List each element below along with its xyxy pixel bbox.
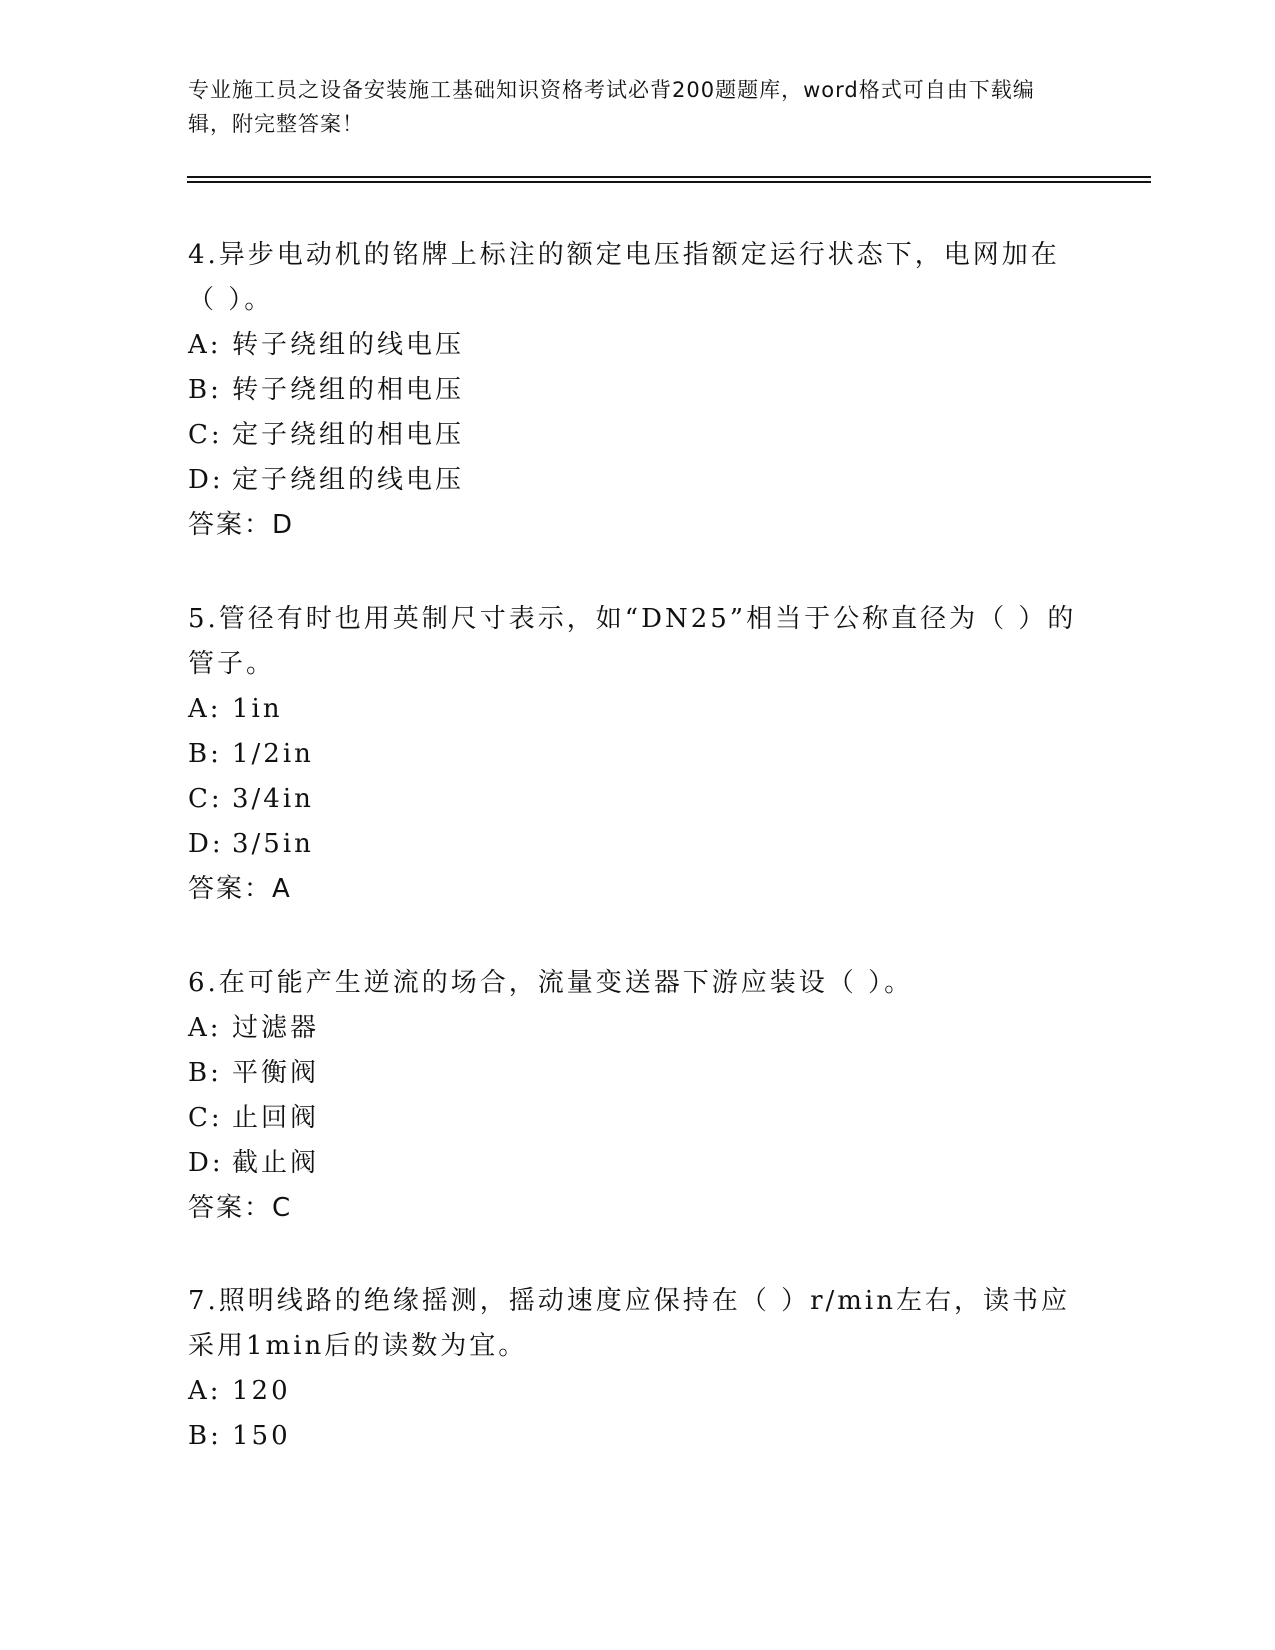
option-c — [188, 1096, 1088, 1141]
option-text: 150 — [232, 1421, 291, 1451]
option-b — [188, 732, 1088, 777]
question-4 — [188, 233, 1088, 548]
option-key: B: — [188, 375, 222, 405]
option-b — [188, 1051, 1088, 1096]
option-key: A: — [188, 1013, 222, 1043]
option-text: 3/5in — [232, 829, 314, 859]
option-a — [188, 323, 1088, 368]
option-b — [188, 368, 1088, 413]
question-stem: 6.在可能产生逆流的场合，流量变送器下游应装设（ ）。 — [188, 968, 914, 998]
option-text: 120 — [232, 1376, 291, 1406]
question-5 — [188, 597, 1088, 912]
option-text: 定子绕组的线电压 — [232, 465, 465, 495]
option-key: A: — [188, 1376, 222, 1406]
option-key: C: — [188, 420, 223, 450]
question-stem: 5.管径有时也用英制尺寸表示，如“DN25”相当于公称直径为（ ）的管子。 — [188, 604, 1077, 679]
option-text: 定子绕组的相电压 — [232, 420, 465, 450]
option-text: 转子绕组的相电压 — [232, 375, 465, 405]
option-text: 1in — [232, 694, 283, 724]
document-header: 专业施工员之设备安装施工基础知识资格考试必背200题题库，word格式可自由下载编辑，附完整答案！ — [188, 78, 1035, 136]
answer-line: 答案：A — [188, 874, 292, 904]
option-key: C: — [188, 1103, 223, 1133]
answer-line: 答案：C — [188, 1193, 293, 1223]
option-key: B: — [188, 1058, 222, 1088]
option-text: 3/4in — [232, 784, 314, 814]
option-list — [188, 687, 1088, 867]
option-key: B: — [188, 739, 222, 769]
question-6 — [188, 961, 1088, 1231]
option-list — [188, 1006, 1088, 1186]
option-c — [188, 413, 1088, 458]
option-text: 1/2in — [232, 739, 314, 769]
option-key: A: — [188, 330, 222, 360]
question-stem: 4.异步电动机的铭牌上标注的额定电压指额定运行状态下，电网加在（ ）。 — [188, 240, 1060, 315]
header-double-rule — [187, 176, 1151, 183]
option-key: D: — [188, 829, 224, 859]
option-key: A: — [188, 694, 222, 724]
option-key: B: — [188, 1421, 222, 1451]
option-list — [188, 323, 1088, 503]
option-d — [188, 822, 1088, 867]
option-d — [188, 458, 1088, 503]
option-a — [188, 1369, 1088, 1414]
question-stem: 7.照明线路的绝缘摇测，摇动速度应保持在（ ）r/min左右，读书应采用1min后的读数为宜。 — [188, 1286, 1070, 1361]
option-key: C: — [188, 784, 223, 814]
option-d — [188, 1141, 1088, 1186]
option-a — [188, 1006, 1088, 1051]
option-text: 截止阀 — [232, 1148, 320, 1178]
option-text: 过滤器 — [232, 1013, 320, 1043]
option-b — [188, 1414, 1088, 1459]
answer-line: 答案：D — [188, 510, 295, 540]
option-list — [188, 1369, 1088, 1459]
option-c — [188, 777, 1088, 822]
option-a — [188, 687, 1088, 732]
option-key: D: — [188, 465, 224, 495]
question-7 — [188, 1279, 1088, 1459]
option-text: 止回阀 — [232, 1103, 320, 1133]
option-text: 平衡阀 — [232, 1058, 320, 1088]
option-key: D: — [188, 1148, 224, 1178]
option-text: 转子绕组的线电压 — [232, 330, 465, 360]
